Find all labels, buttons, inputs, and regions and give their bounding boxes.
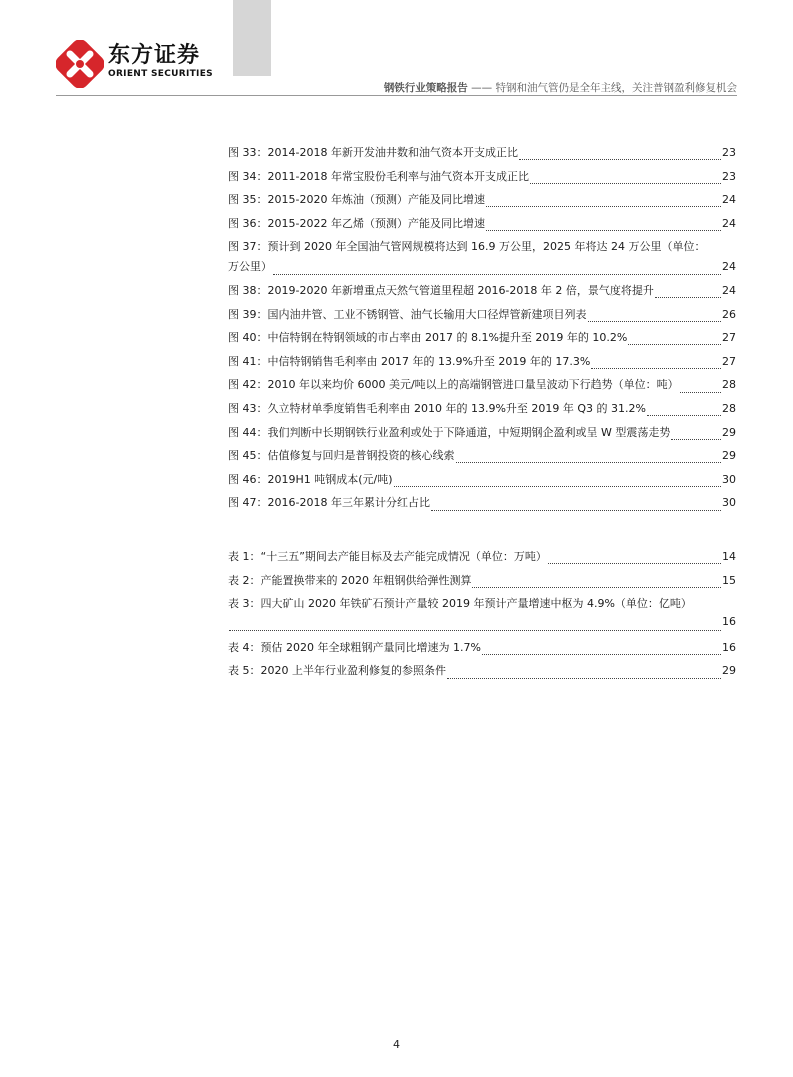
toc-entry-line[interactable]: [228, 595, 736, 615]
toc-page-number: 24: [722, 283, 736, 297]
toc-entry[interactable]: [228, 306, 736, 330]
company-name-cn: 东方证券: [108, 43, 201, 68]
toc-page-number: 14: [722, 549, 736, 563]
toc-page-number: 23: [722, 169, 736, 183]
toc-entry[interactable]: [228, 400, 736, 424]
header-separator: ——: [471, 82, 493, 94]
table-of-contents: [228, 144, 736, 686]
toc-entry-label: 表 5：2020 上半年行业盈利修复的参照条件: [228, 664, 446, 678]
toc-page-number: 29: [722, 664, 736, 678]
dot-leader: [655, 297, 721, 298]
toc-entry[interactable]: [228, 376, 736, 400]
toc-entry-label: 表 1：“十三五”期间去产能目标及去产能完成情况（单位：万吨）: [228, 549, 547, 563]
toc-page-number: 30: [722, 472, 736, 486]
orient-logo-icon: [56, 40, 104, 88]
toc-entry[interactable]: [228, 191, 736, 215]
toc-page-number: 24: [722, 193, 736, 207]
toc-entry-label: 表 3：四大矿山 2020 年铁矿石预计产量较 2019 年预计产量增速中枢为 4.9%（单位：亿吨）: [228, 597, 692, 611]
dot-leader: [273, 274, 721, 275]
toc-entry-label: 图 37：预计到 2020 年全国油气管网规模将达到 16.9 万公里，2025 年将达 24 万公里（单位：: [228, 240, 706, 254]
toc-entry-label: 图 46：2019H1 吨钢成本(元/吨): [228, 472, 393, 486]
toc-entry[interactable]: [228, 471, 736, 495]
list-gap: [228, 518, 736, 548]
toc-entry-label: 图 42：2010 年以来均价 6000 美元/吨以上的高端钢管进口量呈波动下行趋势（单位：吨）: [228, 378, 679, 392]
company-name-en: ORIENT SECURITIES: [108, 69, 213, 79]
toc-entry[interactable]: [228, 615, 736, 639]
toc-entry-label: 图 38：2019-2020 年新增重点天然气管道里程超 2016-2018 年 2 倍，景气度将提升: [228, 283, 654, 297]
toc-entry[interactable]: [228, 639, 736, 663]
toc-entry[interactable]: [228, 353, 736, 377]
toc-page-number: 26: [722, 307, 736, 321]
dot-leader: [671, 439, 721, 440]
toc-entry-label: 图 44：我们判断中长期钢铁行业盈利或处于下降通道，中短期钢企盈利或呈 W 型震荡走势: [228, 425, 671, 439]
toc-page-number: 28: [722, 401, 736, 415]
report-type: 钢铁行业策略报告: [383, 82, 468, 94]
dot-leader: [588, 321, 722, 322]
dot-leader: [530, 183, 721, 184]
toc-entry[interactable]: [228, 258, 736, 282]
toc-page-number: 23: [722, 146, 736, 159]
dot-leader: [548, 563, 721, 564]
dot-leader: [482, 654, 721, 655]
dot-leader: [394, 486, 721, 487]
page-number: 4: [393, 1038, 400, 1051]
running-header: [384, 80, 737, 95]
toc-entry[interactable]: [228, 447, 736, 471]
toc-entry[interactable]: [228, 168, 736, 192]
toc-entry[interactable]: [228, 144, 736, 168]
toc-entry-label: 图 40：中信特钢在特钢领域的市占率由 2017 的 8.1%提升至 2019 年的 10.2%: [228, 331, 628, 345]
dot-leader: [628, 344, 721, 345]
dot-leader: [647, 415, 721, 416]
toc-entry-label: 图 39：国内油井管、工业不锈钢管、油气长输用大口径焊管新建项目列表: [228, 307, 587, 321]
toc-page-number: 24: [722, 260, 736, 274]
toc-entry[interactable]: [228, 662, 736, 686]
dot-leader: [486, 206, 721, 207]
toc-entry-label: 图 41：中信特钢销售毛利率由 2017 年的 13.9%升至 2019 年的 17.3%: [228, 354, 591, 368]
toc-page-number: 16: [722, 615, 736, 629]
toc-entry[interactable]: [228, 548, 736, 572]
toc-page-number: 28: [722, 378, 736, 392]
toc-entry-label: 表 2：产能置换带来的 2020 年粗钢供给弹性测算: [228, 573, 472, 587]
toc-entry[interactable]: [228, 494, 736, 518]
toc-entry-line[interactable]: [228, 238, 736, 258]
toc-entry-label: 图 35：2015-2020 年炼油（预测）产能及同比增速: [228, 193, 485, 207]
toc-entry[interactable]: [228, 329, 736, 353]
dot-leader: [591, 368, 721, 369]
dot-leader: [680, 392, 721, 393]
dot-leader: [229, 630, 721, 631]
dot-leader: [456, 462, 722, 463]
toc-entry-label: 图 34：2011-2018 年常宝股份毛利率与油气资本开支成正比: [228, 169, 529, 183]
toc-entry[interactable]: [228, 282, 736, 306]
toc-entry-label: 图 45：估值修复与回归是普钢投资的核心线索: [228, 449, 455, 463]
toc-entry-label: 图 43：久立特材单季度销售毛利率由 2010 年的 13.9%升至 2019 年 Q3 的 31.2%: [228, 401, 646, 415]
toc-page-number: 24: [722, 216, 736, 230]
dot-leader: [431, 510, 721, 511]
toc-entry[interactable]: [228, 215, 736, 239]
dot-leader: [472, 587, 721, 588]
toc-entry-label: 图 33：2014-2018 年新开发油井数和油气资本开支成正比: [228, 146, 518, 159]
toc-page-number: 29: [722, 425, 736, 439]
toc-page-number: 15: [722, 573, 736, 587]
dot-leader: [486, 230, 721, 231]
toc-page-number: 30: [722, 496, 736, 510]
header-rule: [56, 95, 737, 96]
toc-entry-label: 图 47：2016-2018 年三年累计分红占比: [228, 496, 430, 510]
company-logo: [56, 40, 256, 88]
dot-leader: [519, 159, 721, 160]
toc-entry-label: 图 36：2015-2022 年乙烯（预测）产能及同比增速: [228, 216, 485, 230]
dot-leader: [447, 678, 721, 679]
toc-page-number: 29: [722, 449, 736, 463]
toc-entry-label: 表 4：预估 2020 年全球粗钢产量同比增速为 1.7%: [228, 640, 481, 654]
toc-entry[interactable]: [228, 572, 736, 596]
figure-list: [228, 144, 736, 518]
toc-page-number: 16: [722, 640, 736, 654]
toc-entry-label-continued: 万公里）: [228, 260, 272, 274]
toc-page-number: 27: [722, 331, 736, 345]
toc-entry[interactable]: [228, 424, 736, 448]
report-title: 特钢和油气管仍是全年主线，关注普钢盈利修复机会: [495, 82, 737, 94]
toc-page-number: 27: [722, 354, 736, 368]
table-list: [228, 548, 736, 686]
